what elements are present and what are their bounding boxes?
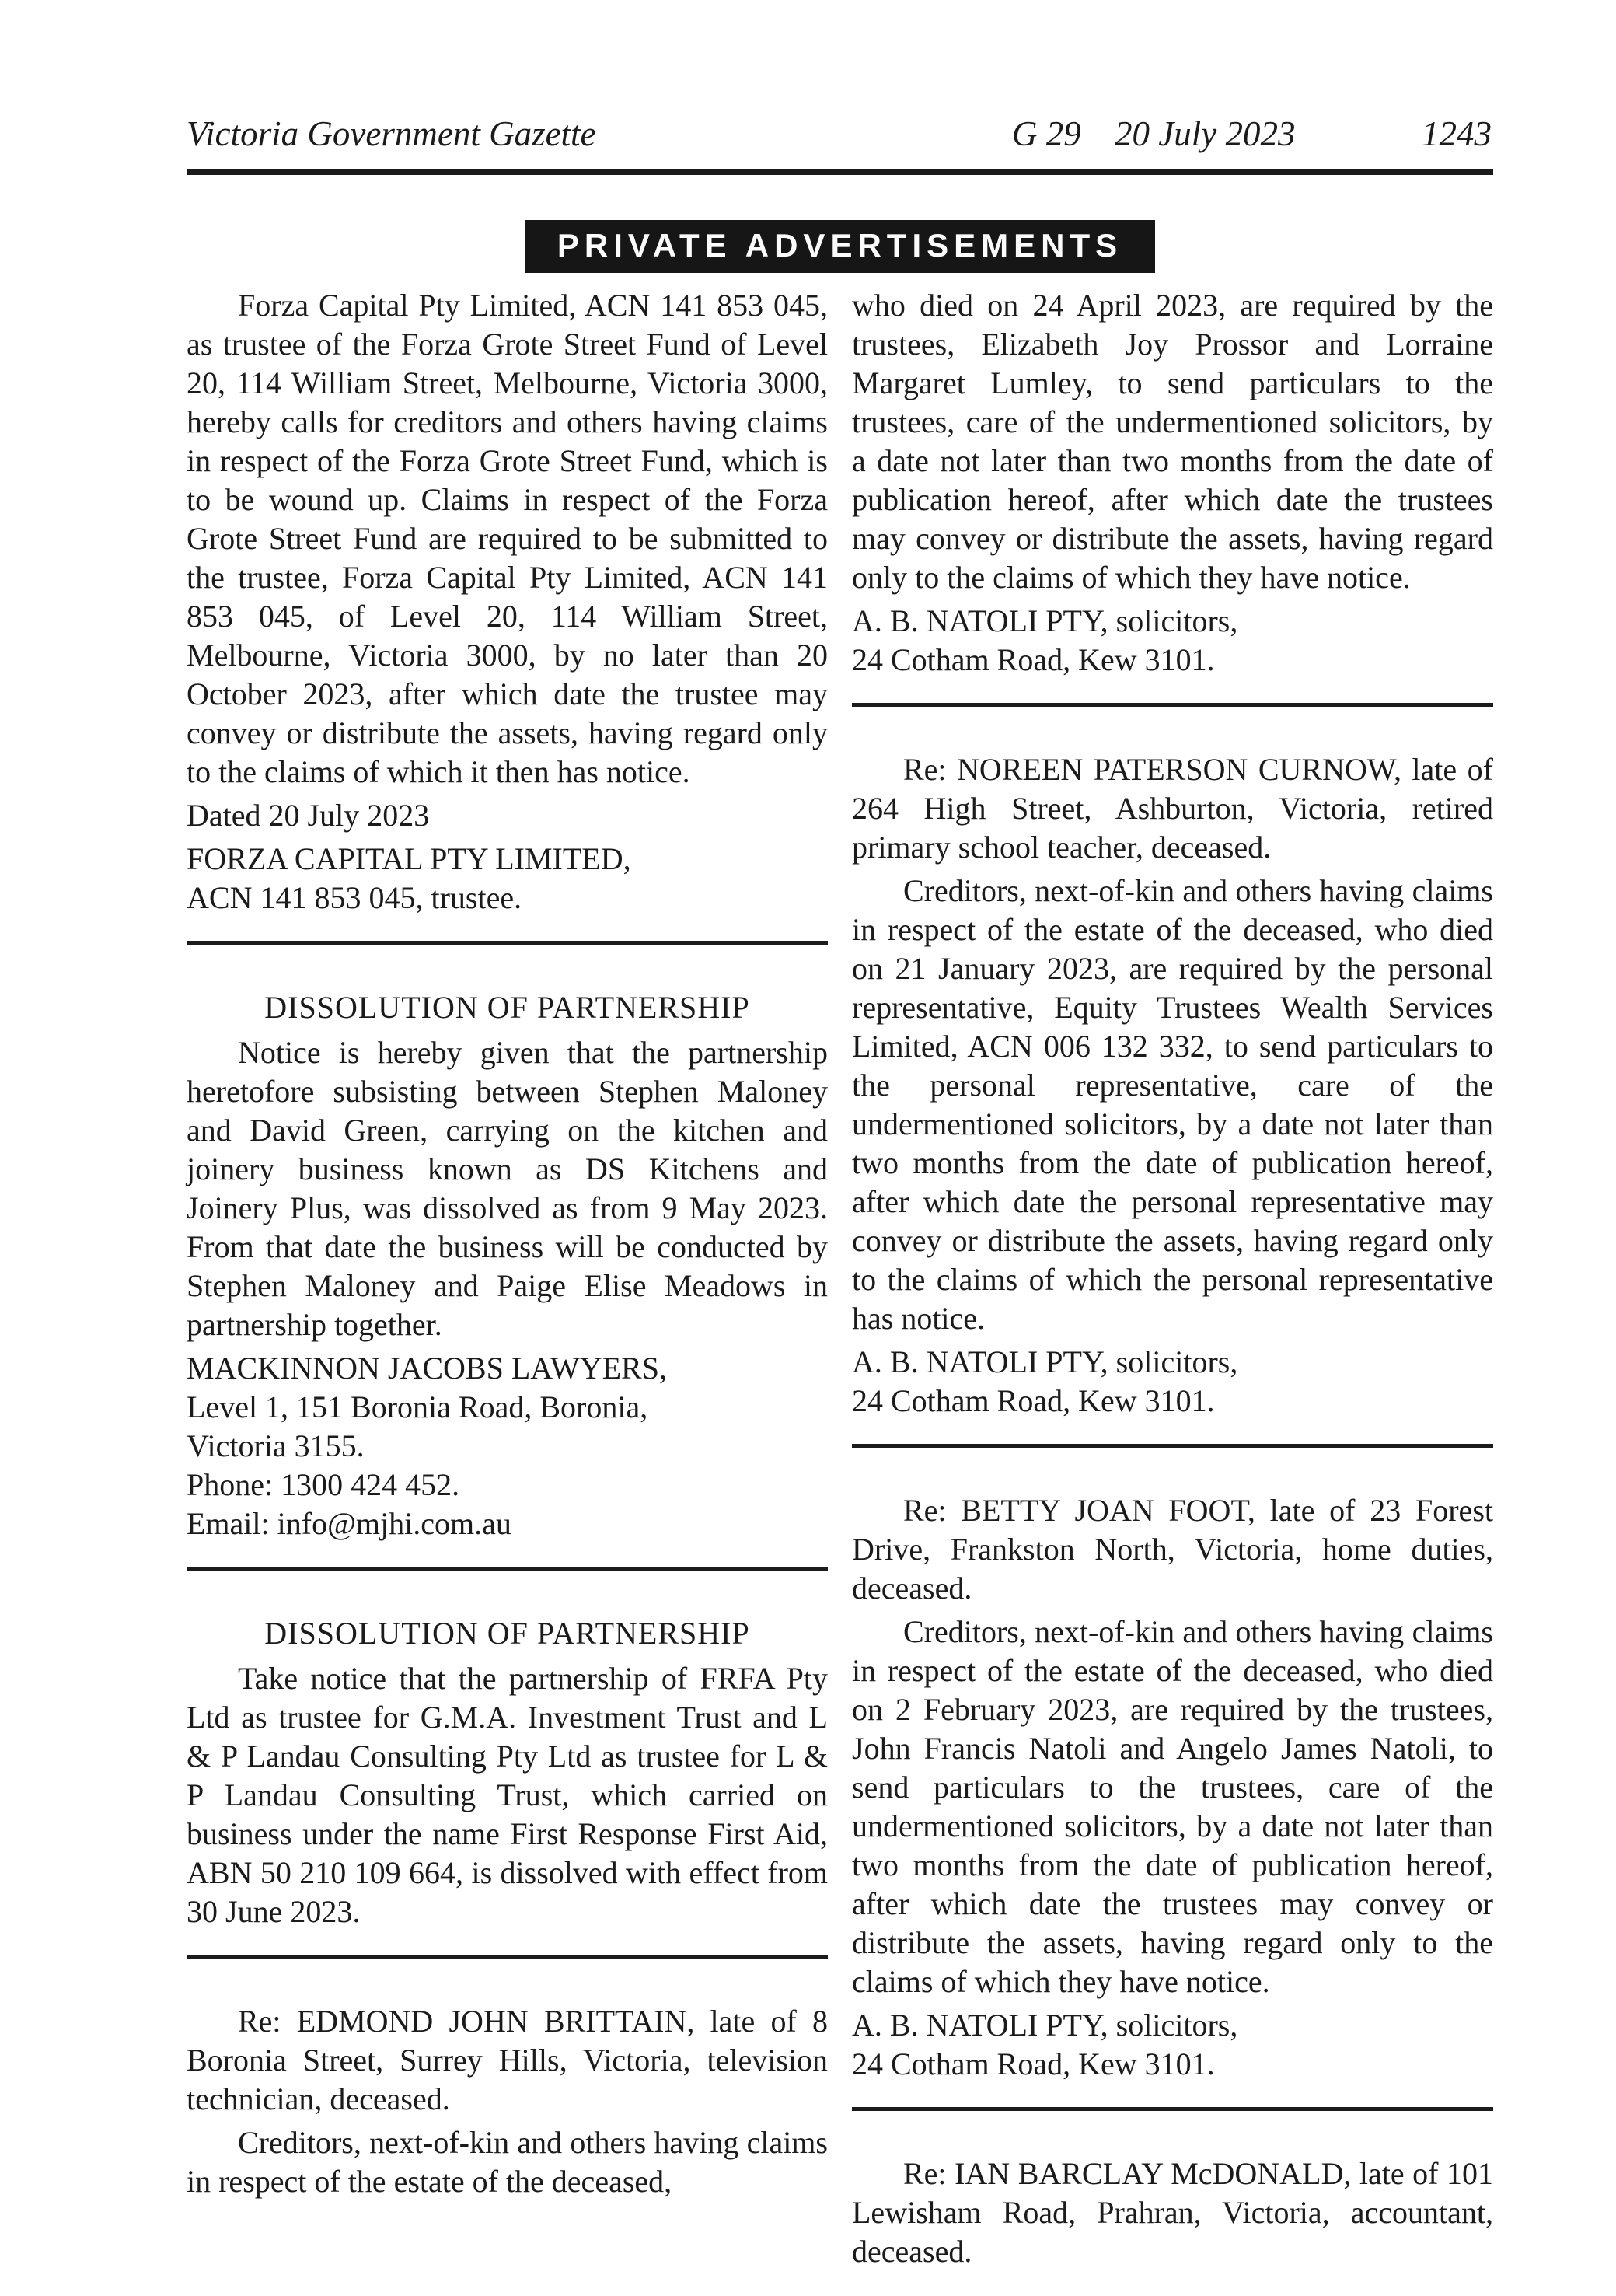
notice-heading: DISSOLUTION OF PARTNERSHIP	[264, 1616, 750, 1651]
signature-line: 24 Cotham Road, Kew 3101.	[852, 642, 1215, 677]
notice-paragraph: Take notice that the partnership of FRFA Pty Ltd as trustee for G.M.A. Investment Trust and L & P Landau Consulting Pty Ltd as trustee for L & P Landau Consulting Trust, which carried on business under the name First Response First Aid, ABN 50 210 109 664, is dissolved with effect from 30 June 2023.	[187, 1661, 828, 1929]
section-banner: PRIVATE ADVERTISEMENTS	[525, 220, 1155, 273]
left-column	[187, 281, 828, 2271]
notice-divider	[187, 1567, 828, 1571]
notice-paragraph: Creditors, next-of-kin and others having claims in respect of the estate of the deceased, who died on 2 February 2023, are required by the trustees, John Francis Natoli and Angelo James Natoli, to send particulars to the trustees, care of the undermentioned solicitors, by a date not later than two months from the date of publication hereof, after which date the trustees may convey or distribute the assets, having regard only to the claims of which they have notice.	[852, 1614, 1493, 1999]
notice-paragraph: Re: BETTY JOAN FOOT, late of 23 Forest Drive, Frankston North, Victoria, home duties, deceased.	[852, 1493, 1493, 1606]
signature-line: 24 Cotham Road, Kew 3101.	[852, 2046, 1215, 2081]
notice	[187, 2002, 828, 2201]
notice-paragraph: Re: EDMOND JOHN BRITTAIN, late of 8 Boronia Street, Surrey Hills, Victoria, television technician, deceased.	[187, 2004, 828, 2116]
notice-divider	[852, 703, 1493, 707]
notice	[187, 1614, 828, 1931]
notice-divider	[187, 1955, 828, 1959]
notice-heading: DISSOLUTION OF PARTNERSHIP	[264, 990, 750, 1025]
notice	[852, 750, 1493, 1421]
notice-columns	[187, 281, 1493, 2271]
signature-line: A. B. NATOLI PTY, solicitors,	[852, 1344, 1238, 1379]
running-header	[187, 93, 1493, 175]
notice-divider	[852, 1444, 1493, 1448]
signature-block	[852, 1343, 1493, 1421]
signature-block	[852, 602, 1493, 680]
banner-row	[187, 220, 1493, 273]
notice-paragraph: Creditors, next-of-kin and others having claims in respect of the estate of the deceased, who died on 21 January 2023, are required by the personal representative, Equity Trustees Wealth Services Limited, ACN 006 132 332, to send particulars to the personal representative, care of the undermentioned solicitors, by a date not later than two months from the date of publication hereof, after which date the personal representative may convey or distribute the assets, having regard only to the claims of which the personal representative has notice.	[852, 873, 1493, 1336]
signature-line: Level 1, 151 Boronia Road, Boronia,	[187, 1389, 648, 1424]
signature-line: A. B. NATOLI PTY, solicitors,	[852, 603, 1238, 638]
notice	[852, 286, 1493, 680]
signature-block	[187, 1349, 828, 1543]
signature-line: Dated 20 July 2023	[187, 798, 430, 833]
signature-line: A. B. NATOLI PTY, solicitors,	[852, 2008, 1238, 2043]
signature-line: ACN 141 853 045, trustee.	[187, 880, 522, 915]
notice	[852, 2154, 1493, 2271]
notice	[187, 988, 828, 1543]
signature-block	[852, 2006, 1493, 2084]
notice-paragraph: Creditors, next-of-kin and others having claims in respect of the estate of the deceased,	[187, 2125, 828, 2199]
page-number: 1243	[1422, 114, 1492, 153]
notice-divider	[187, 941, 828, 945]
signature-line: FORZA CAPITAL PTY LIMITED,	[187, 841, 631, 876]
notice-paragraph: Re: NOREEN PATERSON CURNOW, late of 264 High Street, Ashburton, Victoria, retired primary school teacher, deceased.	[852, 752, 1493, 865]
signature-line: 24 Cotham Road, Kew 3101.	[852, 1383, 1215, 1418]
signature-line: MACKINNON JACOBS LAWYERS,	[187, 1351, 667, 1386]
notice-paragraph: Forza Capital Pty Limited, ACN 141 853 045, as trustee of the Forza Grote Street Fund of Level 20, 114 William Street, Melbourne, Victoria 3000, hereby calls for creditors and others having claims in respect of the Forza Grote Street Fund, which is to be wound up. Claims in respect of the Forza Grote Street Fund are required to be submitted to the trustee, Forza Capital Pty Limited, ACN 141 853 045, of Level 20, 114 William Street, Melbourne, Victoria 3000, by no later than 20 October 2023, after which date the trustee may convey or distribute the assets, having regard only to the claims of which it then has notice.	[187, 288, 828, 789]
notice-paragraph: Notice is hereby given that the partnership heretofore subsisting between Stephen Maloney and David Green, carrying on the kitchen and joinery business known as DS Kitchens and Joinery Plus, was dissolved as from 9 May 2023. From that date the business will be conducted by Stephen Maloney and Paige Elise Meadows in partnership together.	[187, 1035, 828, 1342]
right-column	[852, 281, 1493, 2271]
notice-divider	[852, 2107, 1493, 2111]
notice	[187, 286, 828, 917]
publication-title: Victoria Government Gazette	[187, 114, 596, 153]
signature-line: Victoria 3155.	[187, 1428, 365, 1463]
signature-block	[187, 840, 828, 917]
issue-number: G 29	[1012, 114, 1081, 153]
notice-paragraph: Re: IAN BARCLAY McDONALD, late of 101 Lewisham Road, Prahran, Victoria, accountant, deceased.	[852, 2156, 1493, 2269]
signature-line: Email: info@mjhi.com.au	[187, 1506, 511, 1541]
issue-date: 20 July 2023	[1115, 114, 1296, 153]
notice-paragraph: who died on 24 April 2023, are required by the trustees, Elizabeth Joy Prossor and Lorraine Margaret Lumley, to send particulars to the trustees, care of the undermentioned solicitors, by a date not later than two months from the date of publication hereof, after which date the trustees may convey or distribute the assets, having regard only to the claims of which they have notice.	[852, 288, 1493, 595]
signature-block	[187, 796, 828, 835]
notice	[852, 1491, 1493, 2084]
signature-line: Phone: 1300 424 452.	[187, 1467, 460, 1502]
